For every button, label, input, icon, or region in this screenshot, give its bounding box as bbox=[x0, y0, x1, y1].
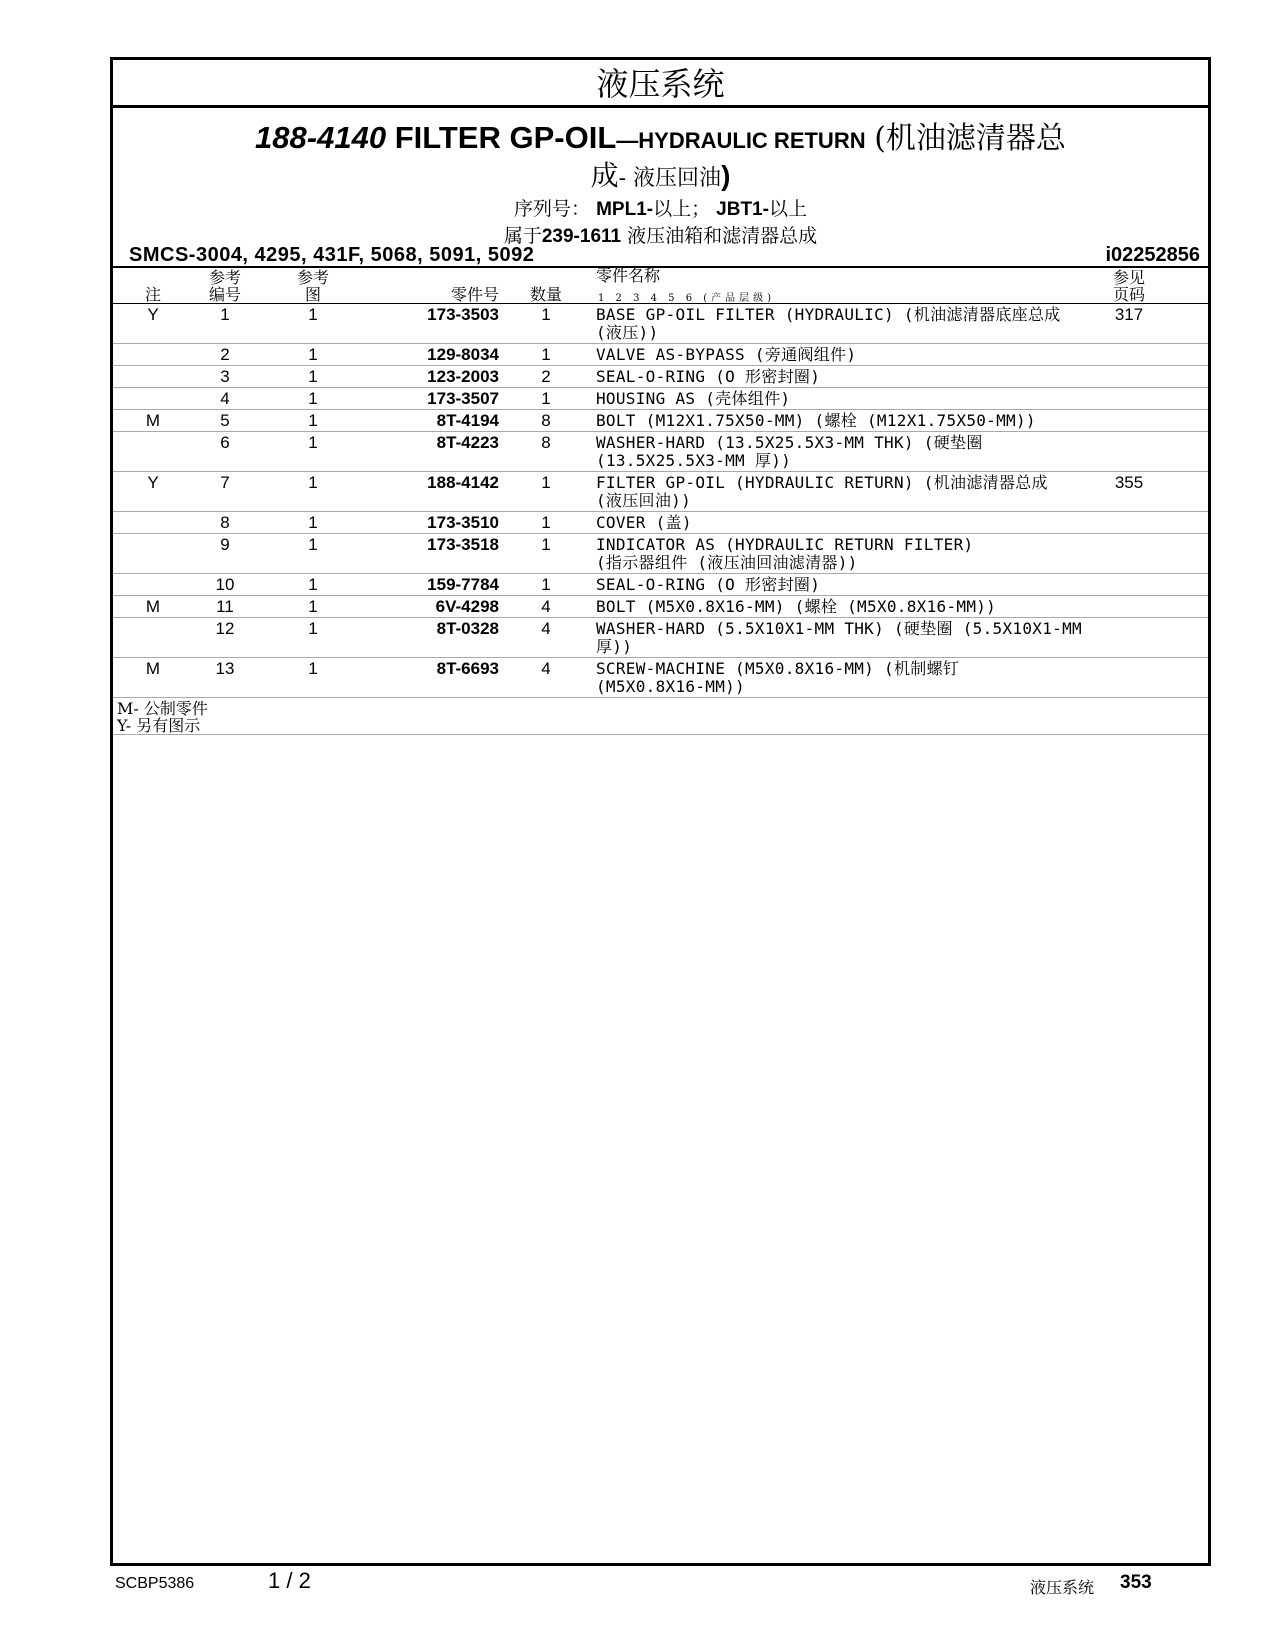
row-part-no: 173-3507 bbox=[427, 389, 499, 408]
row-part-name bbox=[596, 474, 1096, 510]
row-part-name bbox=[596, 412, 1096, 430]
row-part-name-line1: BOLT (M12X1.75X50-MM) (螺栓 (M12X1.75X50-MM)) bbox=[596, 411, 1036, 430]
row-ref-no: 10 bbox=[215, 575, 235, 594]
table-row bbox=[113, 432, 1208, 472]
row-qty: 1 bbox=[541, 305, 551, 324]
row-qty: 4 bbox=[541, 619, 551, 638]
row-qty: 8 bbox=[541, 433, 551, 452]
row-part-name-line1: BASE GP-OIL FILTER (HYDRAULIC) (机油滤清器底座总成 bbox=[596, 305, 1061, 324]
row-part-no: 173-3503 bbox=[427, 305, 499, 324]
row-note: Y bbox=[147, 305, 159, 324]
row-ref-no: 12 bbox=[215, 619, 235, 638]
illustration-id: i02252856 bbox=[1105, 244, 1200, 266]
row-qty: 1 bbox=[541, 473, 551, 492]
row-ref-no: 4 bbox=[220, 389, 230, 408]
row-part-name bbox=[596, 514, 1096, 532]
row-see-page: 355 bbox=[1114, 473, 1144, 492]
col-ref-fig-line2: 图 bbox=[304, 285, 321, 304]
serial-label: 序列号： bbox=[514, 198, 591, 220]
table-row bbox=[113, 304, 1208, 344]
row-part-no: 8T-0328 bbox=[436, 619, 499, 638]
heading-name-en: FILTER GP-OIL bbox=[394, 120, 617, 155]
table-row bbox=[113, 388, 1208, 410]
row-ref-fig: 1 bbox=[308, 345, 318, 364]
table-row bbox=[113, 574, 1208, 596]
row-ref-no: 11 bbox=[216, 597, 234, 616]
heading-name-en-small: —HYDRAULIC RETURN bbox=[616, 128, 866, 153]
row-ref-fig: 1 bbox=[308, 659, 318, 678]
row-part-name-line2: 厚)) bbox=[596, 637, 633, 656]
row-ref-fig: 1 bbox=[308, 305, 318, 324]
row-part-no: 8T-6693 bbox=[436, 659, 499, 678]
row-part-name bbox=[596, 660, 1096, 696]
table-top-rule bbox=[113, 266, 1208, 268]
row-part-no: 173-3518 bbox=[427, 535, 499, 554]
row-part-name-line1: WASHER-HARD (13.5X25.5X3-MM THK) (硬垫圈 bbox=[596, 433, 983, 452]
row-part-name bbox=[596, 576, 1096, 594]
footer-page-number: 353 bbox=[1120, 1572, 1152, 1593]
row-see-page: 317 bbox=[1114, 305, 1144, 324]
row-ref-fig: 1 bbox=[308, 597, 318, 616]
col-part-no: 零件号 bbox=[450, 285, 499, 304]
row-part-name bbox=[596, 536, 1096, 572]
col-see-page bbox=[1099, 269, 1159, 303]
row-part-name-line1: VALVE AS-BYPASS (旁通阀组件) bbox=[596, 345, 857, 364]
table-row bbox=[113, 596, 1208, 618]
row-part-name bbox=[596, 346, 1096, 364]
row-qty: 1 bbox=[541, 389, 551, 408]
table-row bbox=[113, 534, 1208, 574]
col-ref-fig-line1: 参考 bbox=[296, 268, 329, 287]
legend-bottom-rule bbox=[113, 734, 1208, 735]
row-ref-fig: 1 bbox=[308, 619, 318, 638]
row-ref-no: 7 bbox=[220, 473, 230, 492]
row-part-name-line1: SEAL-O-RING (O 形密封圈) bbox=[596, 367, 821, 386]
row-part-no: 188-4142 bbox=[427, 473, 499, 492]
row-part-name-line1: HOUSING AS (壳体组件) bbox=[596, 389, 791, 408]
serial-line bbox=[113, 196, 1208, 223]
heading-name-cn-1: (机油滤清器总 bbox=[874, 121, 1066, 156]
row-part-name bbox=[596, 306, 1096, 342]
row-part-name-line1: INDICATOR AS (HYDRAULIC RETURN FILTER) bbox=[596, 535, 974, 554]
row-ref-fig: 1 bbox=[308, 433, 318, 452]
serial-value-2: JBT1- bbox=[716, 199, 769, 220]
heading-line-2 bbox=[113, 159, 1208, 196]
table-row bbox=[113, 618, 1208, 658]
row-part-name-line1: FILTER GP-OIL (HYDRAULIC RETURN) (机油滤清器总成 bbox=[596, 473, 1048, 492]
row-part-name-line1: SCREW-MACHINE (M5X0.8X16-MM) (机制螺钉 bbox=[596, 659, 960, 678]
heading-name-cn-3: - 液压回油 bbox=[618, 166, 722, 191]
page-frame bbox=[110, 57, 1211, 1566]
table-row bbox=[113, 512, 1208, 534]
row-part-name-line1: WASHER-HARD (5.5X10X1-MM THK) (硬垫圈 (5.5X10X1-MM bbox=[596, 619, 1082, 638]
footer-doc-id: SCBP5386 bbox=[115, 1575, 195, 1592]
serial-text-2: 以上 bbox=[768, 198, 807, 220]
row-note: M bbox=[145, 659, 161, 678]
table-row bbox=[113, 410, 1208, 432]
heading-part-number: 188-4140 bbox=[255, 120, 387, 155]
row-ref-no: 1 bbox=[220, 305, 230, 324]
row-part-name-line1: SEAL-O-RING (O 形密封圈) bbox=[596, 575, 821, 594]
row-part-no: 8T-4194 bbox=[436, 411, 499, 430]
col-see-page-line1: 参见 bbox=[1112, 268, 1145, 287]
row-qty: 1 bbox=[541, 345, 551, 364]
row-part-name bbox=[596, 434, 1096, 470]
row-part-name-line2: (13.5X25.5X3-MM 厚)) bbox=[596, 451, 792, 470]
col-note: 注 bbox=[144, 285, 161, 304]
row-ref-fig: 1 bbox=[308, 411, 318, 430]
row-part-name bbox=[596, 598, 1096, 616]
row-ref-no: 5 bbox=[220, 411, 230, 430]
col-ref-no-line2: 编号 bbox=[208, 285, 241, 304]
heading-name-cn-2: 成 bbox=[590, 159, 619, 192]
footer-section: 液压系统 bbox=[1030, 1578, 1095, 1597]
footer-page-fraction: 1 / 2 bbox=[268, 1568, 311, 1593]
row-ref-no: 6 bbox=[220, 433, 230, 452]
row-qty: 1 bbox=[541, 535, 551, 554]
row-ref-fig: 1 bbox=[308, 535, 318, 554]
row-part-no: 6V-4298 bbox=[435, 597, 499, 616]
row-note: M bbox=[145, 411, 161, 430]
belongs-part: 239-1611 bbox=[541, 226, 622, 247]
table-row bbox=[113, 344, 1208, 366]
col-ref-no-line1: 参考 bbox=[208, 268, 241, 287]
col-see-page-line2: 页码 bbox=[1112, 285, 1145, 304]
row-part-name-line1: COVER (盖) bbox=[596, 513, 692, 532]
row-ref-fig: 1 bbox=[308, 367, 318, 386]
row-ref-no: 13 bbox=[215, 659, 235, 678]
col-ref-no bbox=[205, 269, 245, 303]
belongs-label: 属于 bbox=[503, 225, 542, 247]
row-qty: 4 bbox=[541, 659, 551, 678]
row-part-name bbox=[596, 620, 1096, 656]
section-title: 液压系统 bbox=[113, 60, 1208, 108]
row-qty: 1 bbox=[541, 575, 551, 594]
row-note: Y bbox=[147, 473, 159, 492]
legend-metric: M- 公制零件 bbox=[117, 699, 208, 718]
row-part-no: 173-3510 bbox=[427, 513, 499, 532]
col-qty: 数量 bbox=[529, 285, 562, 304]
row-part-name-line2: (指示器组件 (液压油回油滤清器)) bbox=[596, 553, 858, 572]
heading-line-1 bbox=[113, 120, 1208, 159]
row-part-no: 129-8034 bbox=[427, 345, 499, 364]
row-part-no: 123-2003 bbox=[427, 367, 499, 386]
document-heading bbox=[113, 120, 1208, 250]
row-part-name bbox=[596, 390, 1096, 408]
row-part-name bbox=[596, 368, 1096, 386]
row-qty: 1 bbox=[541, 513, 551, 532]
smcs-codes: SMCS-3004, 4295, 431F, 5068, 5091, 5092 bbox=[129, 244, 535, 266]
legend-illustrated: Y- 另有图示 bbox=[117, 716, 201, 735]
row-part-name-line2: (液压回油)) bbox=[596, 491, 691, 510]
row-part-no: 8T-4223 bbox=[436, 433, 499, 452]
row-ref-no: 8 bbox=[220, 513, 230, 532]
table-row bbox=[113, 366, 1208, 388]
belongs-text: 液压油箱和滤清器总成 bbox=[627, 225, 818, 247]
row-ref-fig: 1 bbox=[308, 575, 318, 594]
row-ref-fig: 1 bbox=[308, 473, 318, 492]
row-qty: 4 bbox=[541, 597, 551, 616]
row-qty: 2 bbox=[541, 367, 551, 386]
table-row bbox=[113, 658, 1208, 698]
serial-value-1: MPL1- bbox=[596, 199, 654, 220]
row-ref-fig: 1 bbox=[308, 513, 318, 532]
row-part-name-line1: BOLT (M5X0.8X16-MM) (螺栓 (M5X0.8X16-MM)) bbox=[596, 597, 997, 616]
row-part-name-line2: (液压)) bbox=[596, 323, 659, 342]
table-row bbox=[113, 472, 1208, 512]
col-part-name-levels: 1 2 3 4 5 6 (产品层级) bbox=[598, 293, 776, 304]
heading-name-cn-close: ) bbox=[721, 160, 731, 191]
row-ref-no: 9 bbox=[220, 535, 230, 554]
row-ref-fig: 1 bbox=[308, 389, 318, 408]
row-note: M bbox=[145, 597, 161, 616]
serial-text-1: 以上； bbox=[653, 198, 711, 220]
row-qty: 8 bbox=[541, 411, 551, 430]
row-part-no: 159-7784 bbox=[427, 575, 499, 594]
legend bbox=[117, 700, 208, 734]
col-ref-fig bbox=[293, 269, 333, 303]
row-part-name-line2: (M5X0.8X16-MM)) bbox=[596, 677, 745, 696]
row-ref-no: 3 bbox=[220, 367, 230, 386]
col-part-name: 零件名称 bbox=[596, 266, 661, 285]
row-ref-no: 2 bbox=[220, 345, 230, 364]
